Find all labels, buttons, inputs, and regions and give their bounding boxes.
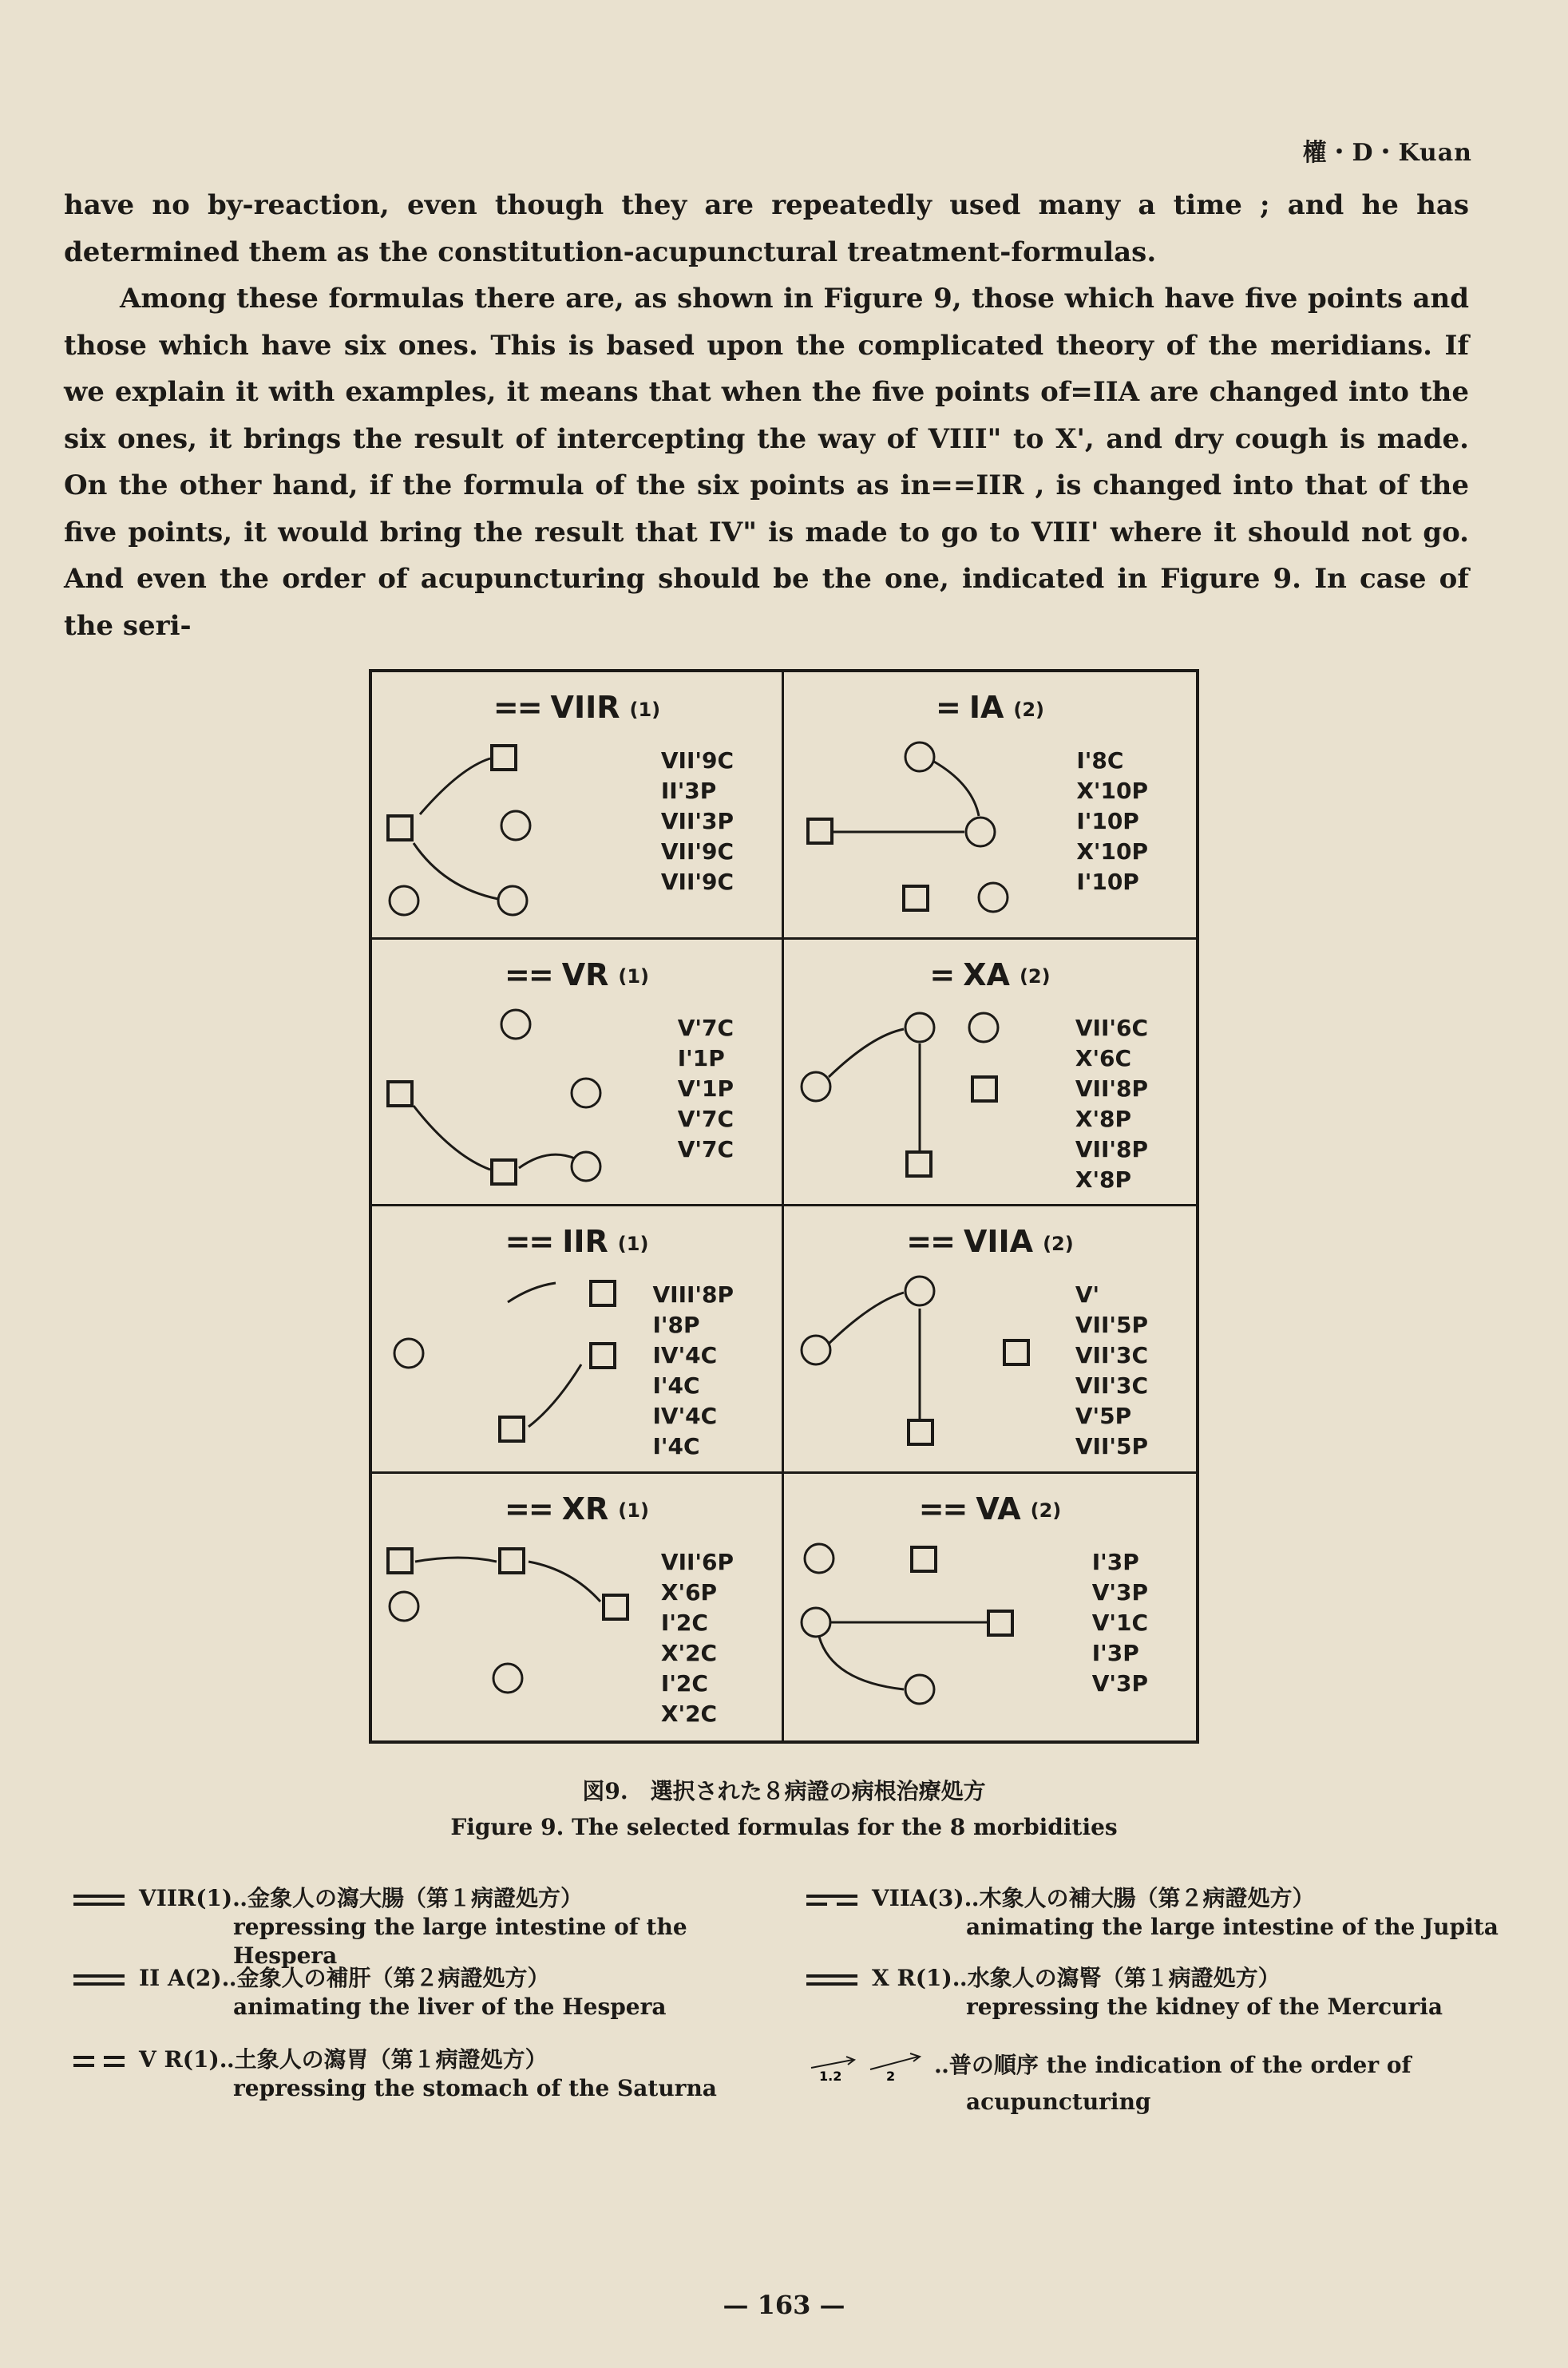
legend-item: II A(2)‥金象人の補肝（第２病證処方） animating the liver of the Hespera <box>73 1964 792 2022</box>
meridian-diagram <box>372 736 643 928</box>
double-bar-symbol <box>73 1970 125 1990</box>
formula-cell <box>784 672 1196 940</box>
double-bar-symbol <box>73 2051 125 2072</box>
formula-title: == IIR (1) <box>505 1224 649 1259</box>
meridian-diagram <box>372 1004 643 1195</box>
meridian-diagram <box>784 736 1055 928</box>
legend-item: VIIR(1)‥金象人の瀉大腸（第１病證処方） repressing the large intestine of the Hespera <box>73 1884 792 1970</box>
point-list: V' VII'5P VII'3C VII'3C V'5P VII'5P <box>1075 1281 1148 1459</box>
meridian-diagram <box>372 1538 643 1729</box>
legend-item: V R(1)‥土象人の瀉胃（第１病證処方） repressing the stomach of the Saturna <box>73 2045 792 2103</box>
legend-item: 1.2 2 ‥普の順序 the indication of the order of acupuncturing <box>806 2045 1525 2117</box>
paragraph: have no by-reaction, even though they are repeatedly used many a time ; and he has determined them as the constitution-acupunctural treatment-formulas. <box>64 189 1469 268</box>
page-number: — 163 — <box>723 2290 845 2320</box>
legend-item: X R(1)‥水象人の瀉腎（第１病證処方） repressing the kidney of the Mercuria <box>806 1964 1525 2022</box>
arrow-label: 2 <box>886 2069 896 2081</box>
point-list: VII'9C II'3P VII'3P VII'9C VII'9C <box>660 747 734 895</box>
formula-cell <box>784 1206 1196 1474</box>
point-list: VII'6P X'6P I'2C X'2C I'2C X'2C <box>660 1548 734 1727</box>
figure-caption-japanese: 図9. 選択された８病證の病根治療処方 <box>582 1778 986 1804</box>
meridian-diagram <box>784 1270 1055 1462</box>
paragraph: Among these formulas there are, as shown in Figure 9, those which have five points and those which have six ones. This is based upon the complicated theory of the meridians. If we explain it with examples, it means that when the five points of=IIA are changed into the six ones, it brings the result of intercepting the way of VIII" to X', and dry cough is made. On the other hand, if the formula of the six points as in==IIR , is changed into that of the five points, it would bring the result that IV" is made to go to VIII' where it should not go. And even the order of acupuncturing should be the one, indicated in Figure 9. In case of the seri- <box>64 283 1469 642</box>
formula-cell <box>372 940 784 1207</box>
double-bar-symbol <box>73 1890 125 1911</box>
legend-item: VIIA(3)‥木象人の補大腸（第２病證処方） animating the large intestine of the Jupita <box>806 1884 1525 1942</box>
arrow-order-icon <box>806 2045 926 2088</box>
formula-cell <box>784 940 1196 1207</box>
figure-caption-english: Figure 9. The selected formulas for the 8 morbidities <box>450 1814 1118 1840</box>
meridian-diagram <box>372 1270 643 1462</box>
point-list: I'8C X'10P I'10P X'10P I'10P <box>1076 747 1148 895</box>
formula-title: = XA (2) <box>929 956 1051 992</box>
formula-title: == VIIR (1) <box>493 690 661 725</box>
formula-title: == VR (1) <box>505 956 649 992</box>
figure-9 <box>369 669 1199 1744</box>
point-list: VIII'8P I'8P IV'4C I'4C IV'4C I'4C <box>652 1281 734 1459</box>
point-list: VII'6C X'6C VII'8P X'8P VII'8P X'8P <box>1075 1014 1148 1193</box>
formula-cell <box>372 672 784 940</box>
formula-title: == XR (1) <box>505 1491 649 1527</box>
body-text <box>64 182 1469 649</box>
formula-title: == VA (2) <box>918 1491 1062 1527</box>
formula-cell <box>372 1206 784 1474</box>
formula-cell <box>372 1474 784 1741</box>
point-list: I'3P V'3P V'1C I'3P V'3P <box>1091 1548 1148 1697</box>
running-header: 權・D・Kuan <box>1302 139 1472 167</box>
meridian-diagram <box>784 1538 1055 1729</box>
arrow-label: 1.2 <box>819 2069 842 2081</box>
meridian-diagram <box>784 1004 1055 1195</box>
double-bar-symbol <box>806 1970 857 1990</box>
formula-title: == VIIA (2) <box>906 1224 1074 1259</box>
formula-title: = IA (2) <box>935 690 1045 725</box>
formula-cell <box>784 1474 1196 1741</box>
double-bar-symbol <box>806 1890 857 1911</box>
point-list: V'7C I'1P V'1P V'7C V'7C <box>677 1014 734 1162</box>
